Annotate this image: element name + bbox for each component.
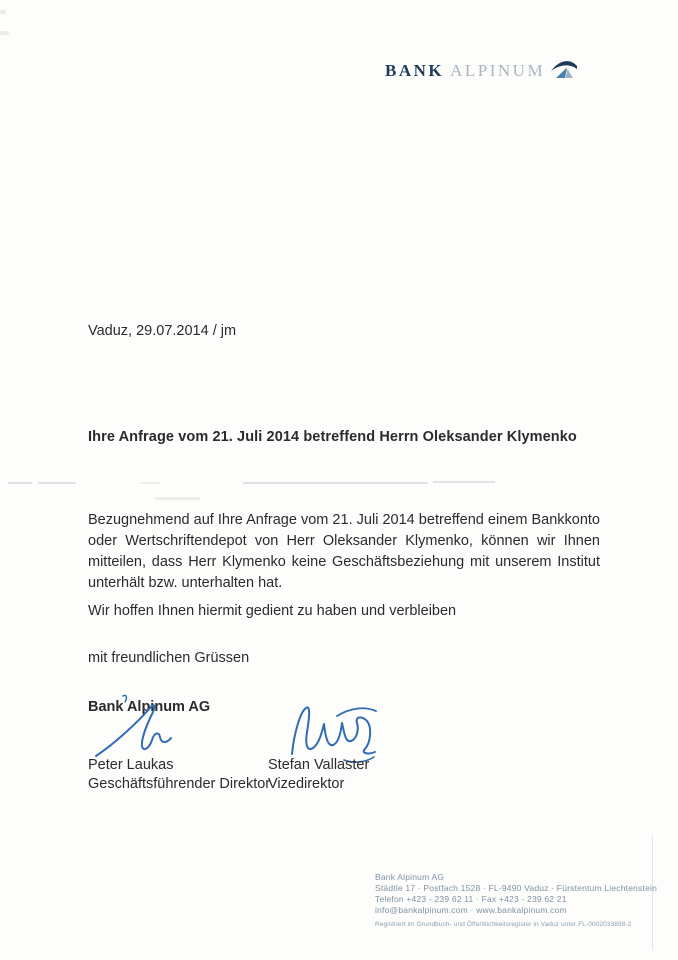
scan-artifact-mark	[0, 10, 6, 14]
footer-register: Registriert im Grundbuch- und Öffentlichkeitsregister in Vaduz unter FL-0002033898-2	[375, 921, 632, 928]
scan-artifact-line	[433, 481, 495, 483]
footer-company: Bank Alpinum AG	[375, 872, 445, 882]
signatory-name: Peter Laukas	[88, 757, 174, 773]
letter-footer	[375, 872, 657, 930]
footer-contacts: info@bankalpinum.com · www.bankalpinum.com	[375, 905, 567, 915]
signatory-title: Vizedirektor	[268, 776, 345, 792]
scan-artifact-smudge	[155, 497, 200, 500]
closing-line: Wir hoffen Ihnen hiermit gedient zu haben und verbleiben	[88, 603, 457, 619]
signatory-name: Stefan Vallaster	[268, 757, 370, 773]
bank-alpinum-logo	[385, 60, 578, 82]
logo-bank-word: BANK	[385, 61, 445, 80]
scan-artifact-mark	[0, 31, 9, 35]
subject-line: Ihre Anfrage vom 21. Juli 2014 betreffend Herrn Oleksander Klymenko	[88, 429, 577, 445]
footer-phone-fax: Telefon +423 - 239 62 11 · Fax +423 - 239 62 21	[375, 894, 567, 904]
salutation-line: mit freundlichen Grüssen	[88, 650, 250, 666]
dateline: Vaduz, 29.07.2014 / jm	[88, 323, 237, 339]
mountain-swoosh-icon	[548, 58, 578, 82]
logo-alpinum-word: ALPINUM	[450, 61, 546, 80]
company-name: Bank Alpinum AG	[88, 699, 211, 715]
signatory-title: Geschäftsführender Direktor	[88, 776, 271, 792]
scan-artifact-line	[140, 482, 160, 484]
scan-artifact-line	[243, 482, 428, 484]
footer-address: Städtle 17 · Postfach 1528 · FL-9490 Vaduz · Fürstentum Liechtenstein	[375, 883, 658, 893]
scan-artifact-line	[38, 482, 76, 484]
scan-artifact-line	[8, 482, 32, 484]
body-paragraph: Bezugnehmend auf Ihre Anfrage vom 21. Juli 2014 betreffend einem Bankkonto oder Wertschriftendepot von Herr Oleksander Klymenko, können wir Ihnen mitteilen, dass Herr Klymenko keine Geschäftsbeziehung mit unserem Institut unterhält bzw. unterhalten hat.	[88, 512, 600, 591]
